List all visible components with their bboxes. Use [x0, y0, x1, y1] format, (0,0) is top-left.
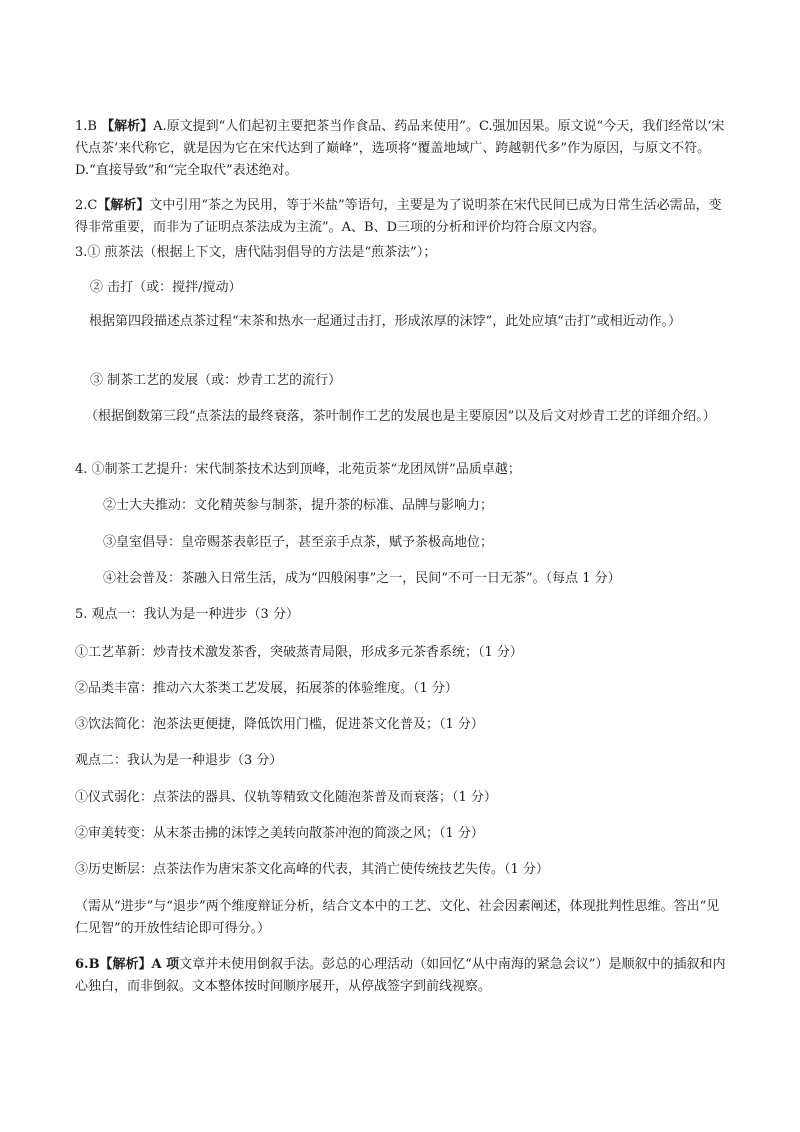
q6-text: 文章并未使用倒叙手法。彭总的心理活动（如回忆“从中南海的紧急会议”）是顺叙中的插叙和内心独白，而非倒叙。文本整体按时间顺序展开，从停战签字到前线视察。 [75, 957, 726, 994]
q2-number: 2.C [75, 198, 98, 213]
q4-item-1: 4. ①制茶工艺提升：宋代制茶技术达到顶峰，北苑贡茶“龙团凤饼”品质卓越； [75, 462, 521, 477]
q3-answer-1: 3.① 煎茶法（根据上下文，唐代陆羽倡导的方法是“煎茶法”）； [75, 245, 437, 260]
q4-item-4: ④社会普及：茶融入日常生活，成为“四般闲事”之一，民间“不可一日无茶”。（每点 1 分） [103, 571, 621, 586]
q6-answer [75, 954, 730, 998]
q3-answer-2-note: 根据第四段描述点茶过程“末茶和热水一起通过击打，形成浓厚的沫饽”，此处应填“击打”或相近动作。） [89, 314, 682, 329]
q2-analysis-tag: 【解析】 [97, 198, 150, 213]
q1-answer [75, 116, 730, 182]
q3-answer-3-note: （根据倒数第三段“点茶法的最终衰落，茶叶制作工艺的发展也是主要原因”以及后文对炒青工艺的详细介绍。） [85, 409, 716, 424]
q1-analysis-tag: 【解析】 [101, 119, 154, 134]
q5-view1-point-3: ③饮法简化：泡茶法更便捷，降低饮用门槛，促进茶文化普及；（1 分） [75, 717, 484, 732]
q5-view1-point-1: ①工艺革新：炒青技术激发茶香，突破蒸青局限，形成多元茶香系统；（1 分） [75, 645, 523, 660]
q5-view2-point-2: ②审美转变：从末茶击拂的沫饽之美转向散茶冲泡的简淡之风；（1 分） [75, 826, 484, 841]
q2-text: 文中引用“茶之为民用，等于米盐”等语句，主要是为了说明茶在宋代民间已成为日常生活必需品，变得非常重要，而非为了证明点茶法成为主流”。A、B、D三项的分析和评价均符合原文内容。 [75, 198, 722, 235]
q5-view2-heading: 观点二：我认为是一种退步（3 分） [75, 753, 283, 768]
q5-view1-heading: 5. 观点一：我认为是一种进步（3 分） [75, 607, 299, 622]
q4-item-2: ②士大夫推动：文化精英参与制茶，提升茶的标准、品牌与影响力； [103, 498, 494, 513]
q3-answer-2: ② 击打（或：搅拌/搅动） [90, 280, 242, 295]
q3-answer-3: ③ 制茶工艺的发展（或：炒青工艺的流行） [90, 373, 342, 388]
q5-scoring-note: （需从“进步”与“退步”两个维度辩证分析，结合文本中的工艺、文化、社会因素阐述，体现批判性思维。答出“见仁见智”的开放性结论即可得分。） [75, 899, 720, 936]
q1-number: 1.B [75, 119, 97, 134]
q6-number-tag: 6.B【解析】A 项 [75, 957, 180, 972]
q4-item-3: ③皇室倡导：皇帝赐茶表彰臣子，甚至亲手点茶，赋予茶极高地位； [103, 535, 494, 550]
q5-view2-point-1: ①仪式弱化：点茶法的器具、仪轨等精致文化随泡茶普及而衰落；（1 分） [75, 790, 497, 805]
q5-view2-point-3: ③历史断层：点茶法作为唐宋茶文化高峰的代表，其消亡使传统技艺失传。（1 分） [75, 862, 549, 877]
q5-view1-point-2: ②品类丰富：推动六大茶类工艺发展，拓展茶的体验维度。（1 分） [75, 681, 458, 696]
q2-answer [75, 195, 730, 239]
q1-text: A.原文提到“人们起初主要把茶当作食品、药品来使用”。C.强加因果。原文说“今天，我们经常以‘宋代点茶’来代称它，就是因为它在宋代达到了巅峰”，选项将“覆盖地域广、跨越朝代多”作为原因，与原文不符。D.“直接导致”和“完全取代”表述绝对。 [75, 119, 725, 178]
